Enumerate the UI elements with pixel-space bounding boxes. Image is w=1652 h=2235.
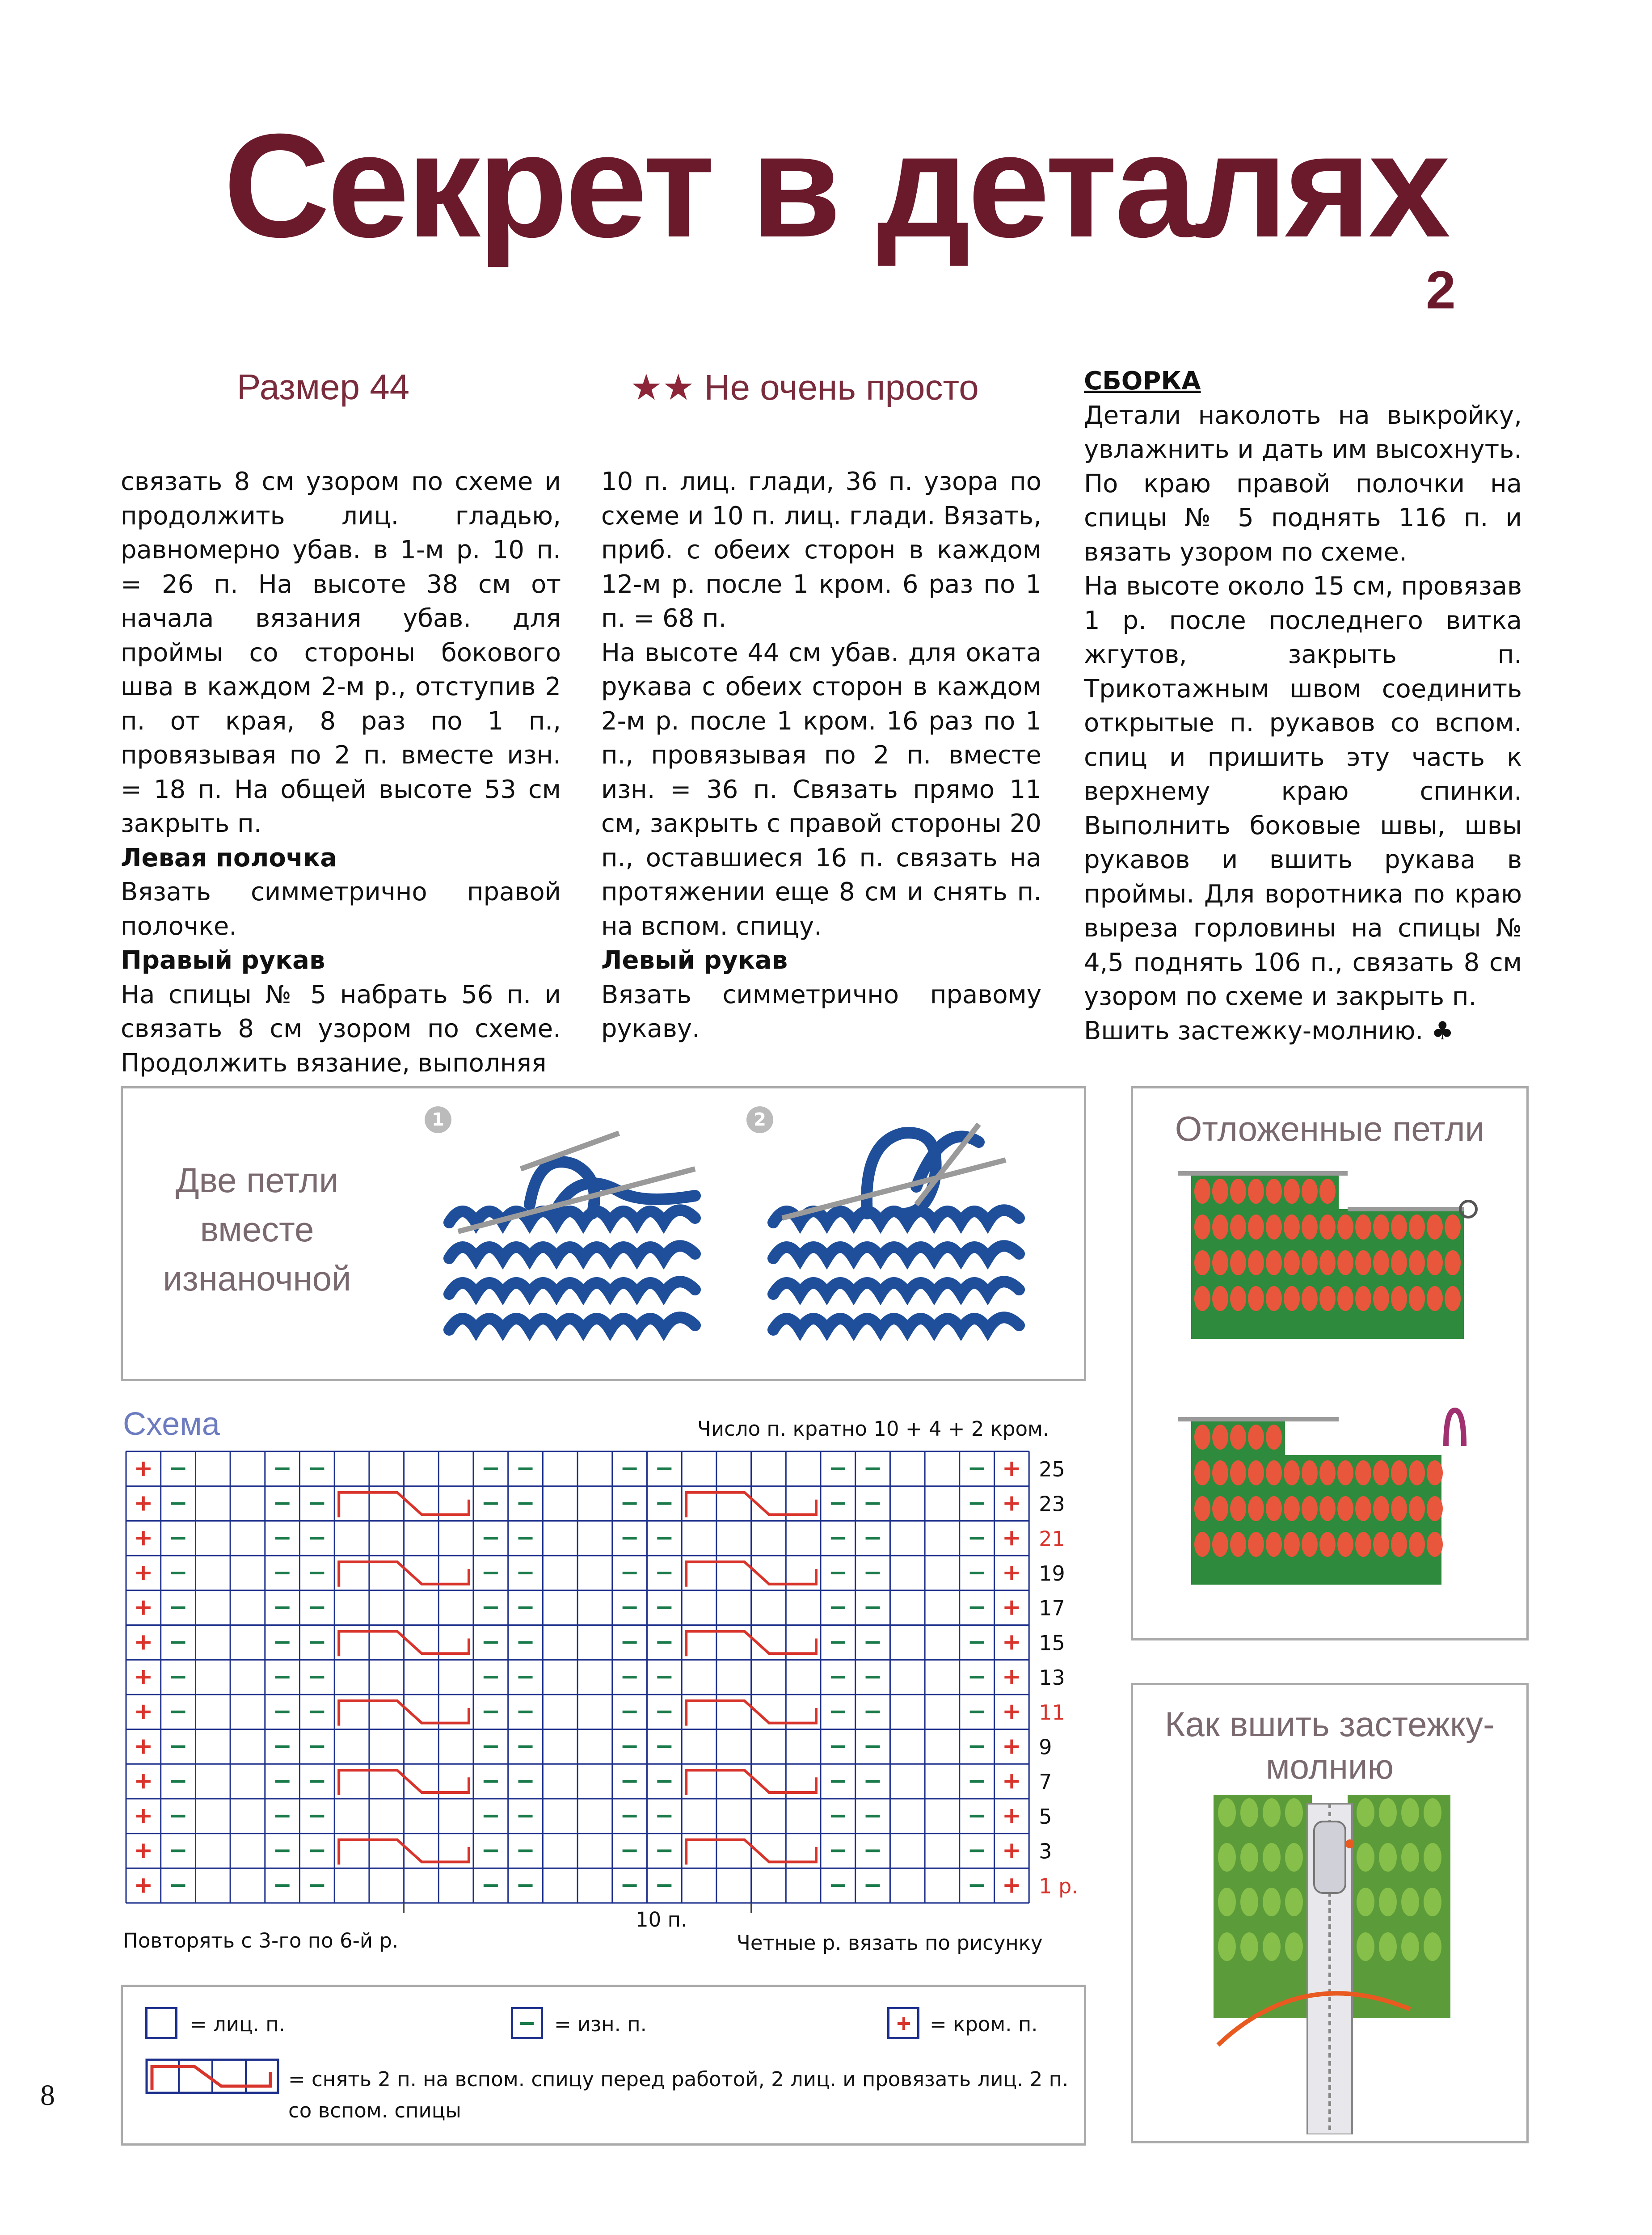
row-number-label: 5 (1039, 1804, 1052, 1829)
text-column-2 (601, 465, 1041, 1046)
legend-panel (121, 1985, 1086, 2146)
col1-heading: Левая полочка (121, 843, 337, 873)
size-label: Размер 44 (237, 367, 410, 407)
page-title: Секрет в деталях (223, 103, 1448, 268)
col1-paragraph: На спицы № 5 набрать 56 п. и связать 8 см узором по схеме. Продолжить вязание, выполняя (121, 980, 561, 1078)
col2-paragraph: 10 п. лиц. глади, 36 п. узора по схеме и 10 п. лиц. глади. Вязать, приб. с обеих сторон в каждом 12-м р. после 1 кром. 6 раз по 1 п. = 68 п. (601, 467, 1041, 633)
held-stitches-illustration-1 (1178, 1155, 1482, 1343)
cable-symbol-icon (145, 2058, 279, 2094)
repeat-bracket (404, 1903, 751, 1913)
col1-heading: Правый рукав (121, 946, 325, 975)
legend-purl-label: = изн. п. (554, 2012, 647, 2036)
title-number: 2 (1426, 260, 1456, 320)
col3-heading: СБОРКА (1084, 367, 1201, 396)
col2-paragraph: Вязать симметрично правому рукаву. (601, 980, 1041, 1043)
row-number-label: 13 (1039, 1666, 1065, 1690)
knitting-illustration-step-1 (431, 1115, 717, 1366)
held-stitches-illustration-2 (1178, 1401, 1482, 1589)
purl-dash-icon (520, 2022, 534, 2025)
edge-plus-v-icon (902, 2017, 905, 2030)
col3-paragraph: На высоте около 15 см, провязав 1 р. после последнего витка жгутов, закрыть п. Трикотажным швом соединить открытые п. рукавов со вспом. спиц и пришить эту часть к верхнему краю спинки. Выполнить боковые швы, швы рукавов и вшить рукава в проймы. Для воротника по краю выреза горловины на спицы № 4,5 поднять 106 п., связать 8 см узором по схеме и закрыть п. (1084, 572, 1522, 1011)
two-stitches-together-label: Две петли вместе изнаночной (163, 1160, 351, 1298)
row-number-label: 3 (1039, 1839, 1052, 1864)
step-2-badge: 2 (746, 1106, 773, 1133)
repeat-note: Повторять с 3-го по 6-й р. (123, 1929, 399, 1952)
col2-paragraph: На высоте 44 см убав. для оката рукава с обеих сторон в каждом 2-м р. после 1 кром. 16 раз по 1 п., провязывая по 2 п. вместе изн. = 36 п. Связать прямо 11 см, закрыть с правой стороны 20 п., оставшиеся 16 п. связать на протяжении еще 8 см и снять п. на вспом. спицу. (601, 638, 1041, 941)
row-number-label: 17 (1039, 1596, 1065, 1620)
row-number-label: 21 (1039, 1527, 1065, 1551)
held-stitches-panel (1131, 1086, 1529, 1640)
legend-edge-label: = кром. п. (930, 2012, 1038, 2036)
repeat-width-label: 10 п. (631, 1908, 691, 1931)
schema-note: Число п. кратно 10 + 4 + 2 кром. (697, 1417, 1049, 1441)
purl-stitch-symbol-icon (511, 2007, 543, 2039)
col1-paragraph: Вязать симметрично правой полочке. (121, 877, 561, 941)
page-number: 8 (40, 2079, 55, 2112)
row-number-label: 19 (1039, 1561, 1065, 1586)
legend-knit-label: = лиц. п. (190, 2012, 285, 2036)
row-number-label: 1 р. (1039, 1874, 1078, 1898)
col1-paragraph: связать 8 см узором по схеме и продолжить лиц. гладью, равномерно убав. в 1-м р. 10 п. = 26 п. На высоте 38 см от начала вязания убав. для проймы со стороны бокового шва в каждом 2-м р., отступив 2 п. от края, 8 раз по 1 п., провязывая по 2 п. вместе изн. = 18 п. На общей высоте 53 см закрыть п. (121, 467, 561, 838)
row-number-label: 15 (1039, 1631, 1065, 1655)
legend-cable-label: = снять 2 п. на вспом. спицу перед работой, 2 лиц. и провязать лиц. 2 п. со вспом. спицы (288, 2067, 1069, 2122)
zipper-panel (1131, 1683, 1529, 2143)
zipper-label: Как вшить застежку-молнию (1165, 1704, 1495, 1786)
row-number-label: 23 (1039, 1492, 1065, 1516)
knit-stitch-symbol-icon (145, 2007, 177, 2039)
two-stitches-together-panel (121, 1086, 1086, 1381)
difficulty-stars-icon: ★★ (630, 367, 695, 407)
row-number-label: 25 (1039, 1457, 1065, 1481)
step-1-badge: 1 (425, 1106, 451, 1133)
col2-heading: Левый рукав (601, 946, 788, 975)
schema-title: Схема (123, 1406, 220, 1442)
zipper-illustration (1214, 1795, 1455, 2134)
even-rows-note: Четные р. вязать по рисунку (737, 1931, 1043, 1955)
row-number-label: 9 (1039, 1735, 1052, 1759)
text-column-3 (1084, 364, 1522, 1048)
row-number-label: 7 (1039, 1770, 1052, 1794)
col3-paragraph: Детали наколоть на выкройку, увлажнить и дать им высохнуть. По краю правой полочки на спицы № 5 поднять 116 п. и вязать узором по схеме. (1084, 401, 1522, 567)
knitting-illustration-step-2 (755, 1115, 1032, 1366)
col3-paragraph: Вшить застежку-молнию. ♣ (1084, 1016, 1454, 1046)
text-column-1 (121, 465, 561, 1080)
row-number-label: 11 (1039, 1700, 1065, 1725)
difficulty-label (630, 367, 979, 408)
knitting-chart (118, 1444, 1102, 1913)
held-stitches-label: Отложенные петли (1175, 1109, 1485, 1148)
edge-stitch-symbol-icon (887, 2007, 919, 2039)
difficulty-text: Не очень просто (704, 367, 979, 407)
